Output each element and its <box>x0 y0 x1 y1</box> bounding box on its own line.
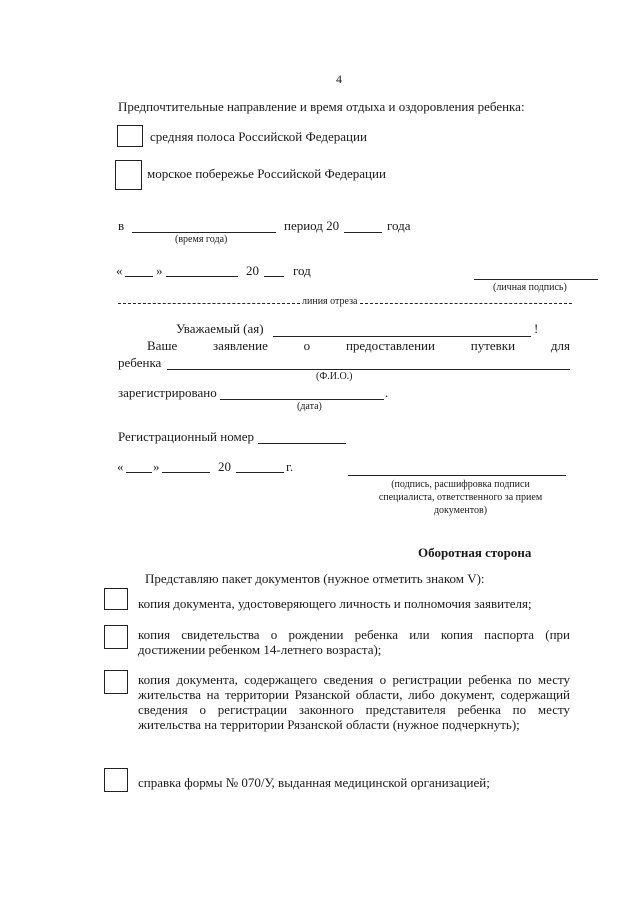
reg-number-field[interactable] <box>258 443 346 444</box>
document-item-medical: справка формы № 070/У, выданная медицинской организацией; <box>138 775 490 790</box>
staff-signature-field[interactable] <box>348 475 566 476</box>
cut-line-label: линия отреза <box>302 296 358 307</box>
sea-coast-checkbox[interactable] <box>115 160 142 190</box>
date-open-quote: « <box>116 263 123 278</box>
period-year-field[interactable] <box>344 232 382 233</box>
page-number: 4 <box>336 72 342 86</box>
greeting-exclamation: ! <box>534 321 539 336</box>
child-name-field[interactable] <box>167 369 570 370</box>
document-item-birth-cert: копия свидетельства о рождении ребенка или копия паспорта (при достижении ребенком 14-летнего возраста); <box>138 627 570 657</box>
greeting-label: Уважаемый (ая) <box>176 321 264 336</box>
statement-word: для <box>550 338 570 353</box>
date-close-quote: » <box>156 263 163 278</box>
statement-word: заявление <box>213 338 268 353</box>
reg-number-label: Регистрационный номер <box>118 429 254 444</box>
reverse-side-title: Оборотная сторона <box>418 545 532 560</box>
document-item-id: копия документа, удостоверяющего личность и полномочия заявителя; <box>138 596 532 611</box>
notice-year-prefix: 20 <box>218 459 231 474</box>
documents-intro: Представляю пакет документов (нужное отметить знаком V): <box>145 571 485 586</box>
statement-word: о <box>303 338 311 353</box>
date-day-field[interactable] <box>125 276 153 277</box>
recipient-name-field[interactable] <box>273 336 531 337</box>
notice-month-field[interactable] <box>162 472 210 473</box>
notice-year-field[interactable] <box>236 472 284 473</box>
fio-hint: (Ф.И.О.) <box>316 371 353 382</box>
sea-coast-label: морское побережье Российской Федерации <box>147 166 386 181</box>
child-label: ребенка <box>118 355 162 370</box>
statement-word: путевки <box>470 338 516 353</box>
middle-zone-label: средняя полоса Российской Федерации <box>150 129 367 144</box>
period-prefix: в <box>118 218 125 233</box>
notice-date-open-quote: « <box>117 459 124 474</box>
rest-direction-heading: Предпочтительные направление и время отдыха и оздоровления ребенка: <box>118 99 525 114</box>
period-label: период 20 <box>284 218 340 233</box>
date-month-field[interactable] <box>166 276 238 277</box>
statement-word: Ваше <box>147 338 178 353</box>
notice-day-field[interactable] <box>126 472 152 473</box>
document-checkbox-birth-cert[interactable] <box>104 625 128 649</box>
period-year-word: года <box>387 218 411 233</box>
registered-period: . <box>385 385 389 400</box>
personal-signature-field[interactable] <box>474 279 598 280</box>
statement-sentence <box>147 338 570 354</box>
statement-word: предоставлении <box>345 338 435 353</box>
date-hint: (дата) <box>297 401 322 412</box>
document-checkbox-id[interactable] <box>104 588 128 610</box>
date-year-prefix: 20 <box>246 263 259 278</box>
cut-line-right <box>360 303 572 304</box>
middle-zone-checkbox[interactable] <box>117 125 143 147</box>
personal-signature-hint: (личная подпись) <box>493 282 567 293</box>
registration-date-field[interactable] <box>220 399 384 400</box>
cut-line-left <box>118 303 300 304</box>
season-field[interactable] <box>132 232 276 233</box>
document-checkbox-registration[interactable] <box>104 670 128 694</box>
document-item-registration: копия документа, содержащего сведения о регистрации ребенка по месту жительства на территории Рязанской области, либо документ, содержащий сведения о регистрации законного представителя ребенка по месту жительства на территории Рязанской области (нужное подчеркнуть); <box>138 672 570 732</box>
season-hint: (время года) <box>175 234 228 245</box>
registered-label: зарегистрировано <box>118 385 217 400</box>
notice-date-close-quote: » <box>153 459 160 474</box>
staff-signature-hint: (подпись, расшифровка подписи специалиста, ответственного за прием документов) <box>378 479 543 516</box>
notice-year-suffix: г. <box>286 459 294 474</box>
document-checkbox-medical[interactable] <box>104 768 128 792</box>
date-year-field[interactable] <box>264 276 284 277</box>
date-year-word: год <box>293 263 311 278</box>
